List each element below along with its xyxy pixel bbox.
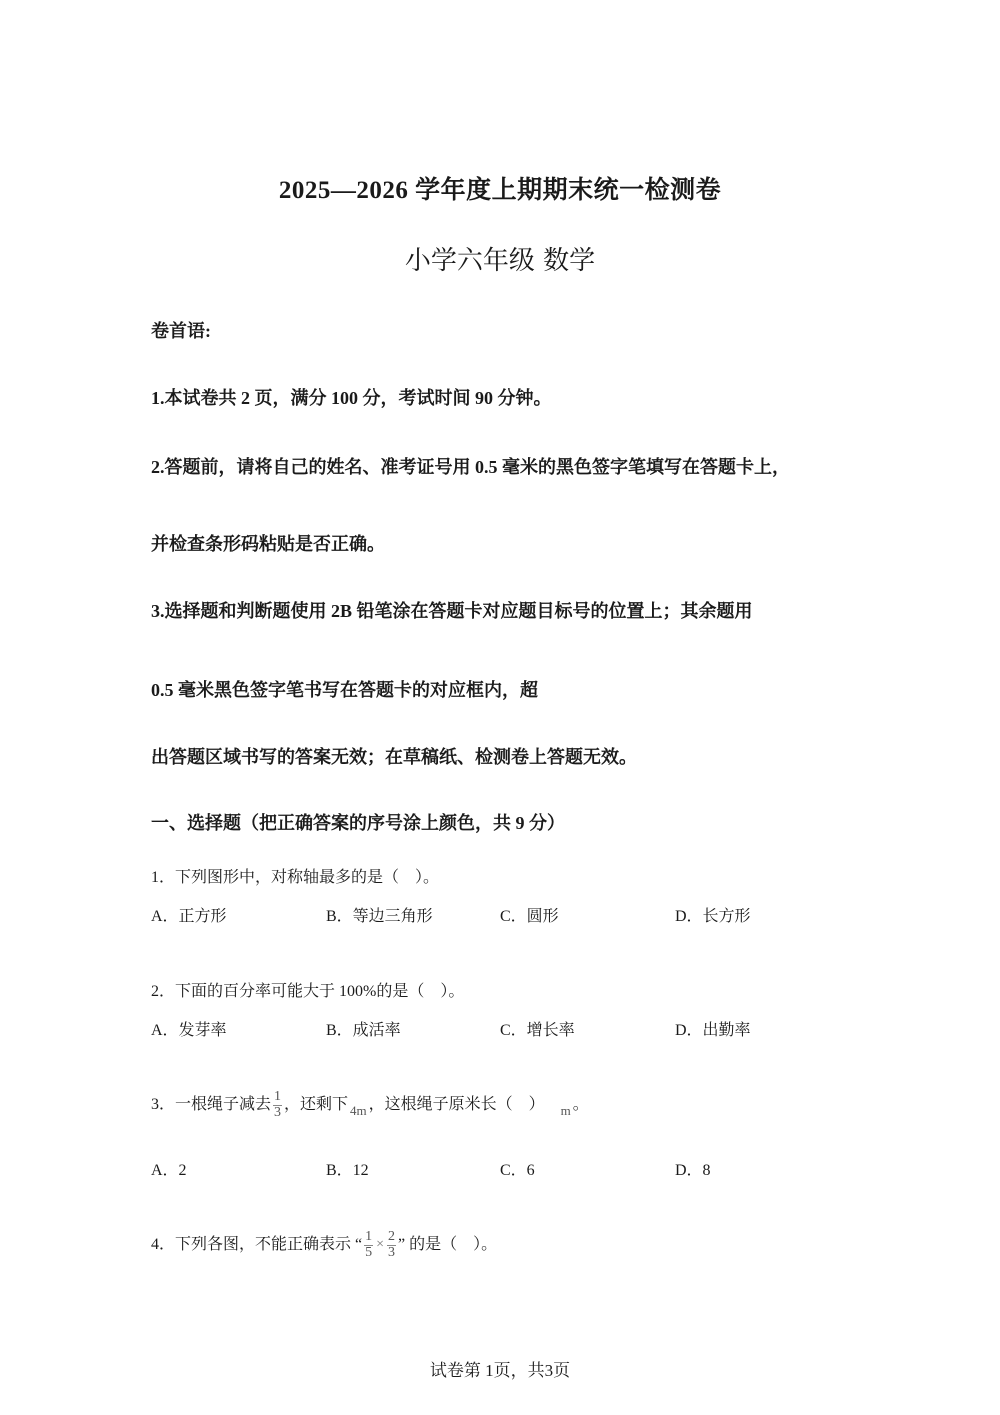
question-1-option-b[interactable]: B．等边三角形 <box>326 908 433 925</box>
fraction <box>273 1090 282 1120</box>
question-4-text-b: ” 的是（ ）。 <box>398 1235 498 1253</box>
instructions-heading: 卷首语: <box>151 321 211 341</box>
question-3-text-a: 3．一根绳子减去 <box>151 1095 272 1113</box>
fraction-numerator: 2 <box>388 1229 396 1244</box>
instruction-line-1: 1.本试卷共 2 页，满分 100 分，考试时间 90 分钟。 <box>151 388 552 408</box>
question-3-text-c: ，这根绳子原米长（ ） <box>368 1095 545 1113</box>
instruction-line-3c: 出答题区域书写的答案无效；在草稿纸、检测卷上答题无效。 <box>151 747 637 767</box>
section-heading: 一、选择题（把正确答案的序号涂上颜色，共 9 分） <box>151 813 565 833</box>
question-1-option-c[interactable]: C．圆形 <box>500 908 559 925</box>
fraction-numerator: 1 <box>365 1229 373 1244</box>
question-3-option-d[interactable]: D．8 <box>675 1162 711 1179</box>
fraction-numerator: 1 <box>274 1089 282 1104</box>
question-3-text-b: ，还剩下 <box>284 1095 349 1113</box>
question-2-option-b[interactable]: B．成活率 <box>326 1022 401 1039</box>
question-3-unit-2: m <box>560 1102 571 1118</box>
question-2-option-c[interactable]: C．增长率 <box>500 1022 575 1039</box>
fraction-denominator: 5 <box>365 1244 373 1260</box>
question-1-option-a[interactable]: A．正方形 <box>151 908 227 925</box>
question-2-option-a[interactable]: A．发芽率 <box>151 1022 227 1039</box>
question-2-stem: 2．下面的百分率可能大于 100%的是（ ）。 <box>151 983 465 1000</box>
page-footer: 试卷第 1页，共3页 <box>429 1361 571 1380</box>
question-3-stem <box>151 1090 589 1120</box>
instruction-line-2a: 2.答题前，请将自己的姓名、准考证号用 0.5 毫米的黑色签字笔填写在答题卡上， <box>151 457 790 477</box>
instruction-line-2b: 并检查条形码粘贴是否正确。 <box>151 534 385 554</box>
question-3-text-d: 。 <box>572 1095 589 1113</box>
times-sign: × <box>376 1237 385 1253</box>
question-3-option-c[interactable]: C．6 <box>500 1162 535 1179</box>
fraction <box>364 1230 373 1260</box>
question-3-unit-1: 4m <box>350 1102 367 1118</box>
question-1-stem: 1．下列图形中，对称轴最多的是（ ）。 <box>151 869 440 886</box>
question-1-option-d[interactable]: D．长方形 <box>675 908 751 925</box>
fraction-denominator: 3 <box>274 1104 282 1120</box>
question-4-text-a: 4．下列各图，不能正确表示 “ <box>151 1235 363 1253</box>
question-4-stem <box>151 1230 497 1260</box>
exam-title: 2025—2026 学年度上期期末统一检测卷 <box>278 177 722 204</box>
fraction-denominator: 3 <box>388 1244 396 1260</box>
instruction-line-3a: 3.选择题和判断题使用 2B 铅笔涂在答题卡对应题目标号的位置上；其余题用 <box>151 601 753 621</box>
instruction-line-3b: 0.5 毫米黑色签字笔书写在答题卡的对应框内，超 <box>151 680 538 700</box>
question-3-option-a[interactable]: A．2 <box>151 1162 187 1179</box>
question-2-option-d[interactable]: D．出勤率 <box>675 1022 751 1039</box>
fraction <box>387 1230 396 1260</box>
exam-subtitle: 小学六年级 数学 <box>404 246 596 276</box>
question-3-option-b[interactable]: B．12 <box>326 1162 369 1179</box>
